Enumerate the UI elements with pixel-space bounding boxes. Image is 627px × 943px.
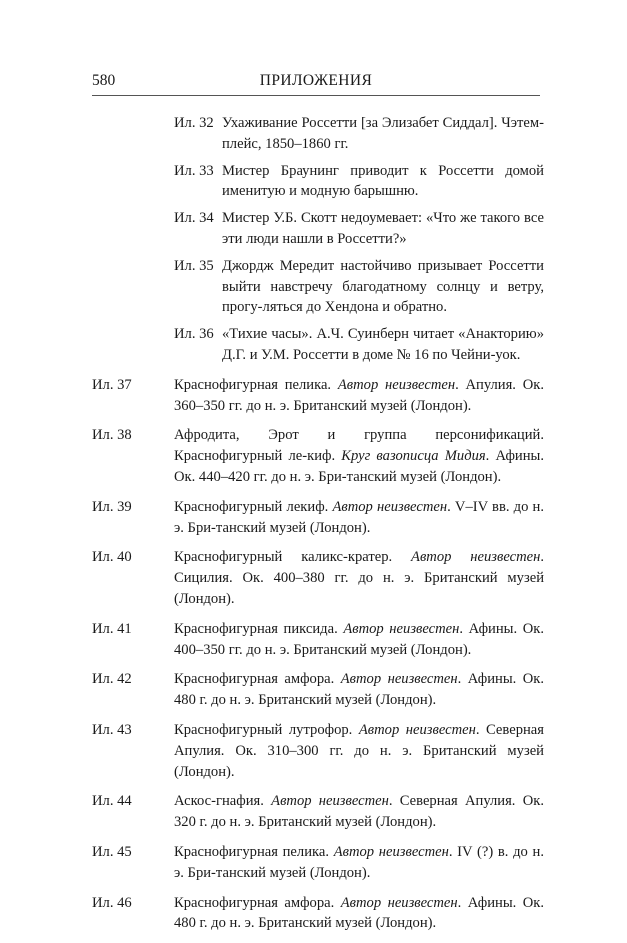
running-title: ПРИЛОЖЕНИЯ [259, 72, 373, 89]
illustration-list [92, 113, 544, 943]
author-attribution: Автор неизвестен [343, 620, 460, 637]
illustration-entry [92, 669, 544, 711]
page-number: 580 [92, 72, 116, 89]
entry-number: Ил. 39 [92, 498, 132, 515]
entry-text: Мистер У.Б. Скотт недоумевает: «Что же такого все эти люди нашли в Россетти?» [222, 210, 544, 247]
author-attribution: Автор неизвестен [411, 549, 541, 566]
sub-entry [174, 113, 544, 155]
entry-text: Краснофигурная пелика. Автор неизвестен. Апулия. Ок. 360–350 гг. до н. э. Британский музей (Лондон). [174, 376, 544, 414]
entry-text: Ухаживание Россетти [за Элизабет Сиддал]. Чэтем-плейс, 1850–1860 гг. [222, 115, 544, 152]
entry-number: Ил. 32 [174, 115, 214, 131]
entry-number: Ил. 43 [92, 721, 132, 738]
entry-number: Ил. 46 [92, 894, 132, 911]
entry-text: Краснофигурный лекиф. Автор неизвестен. V–IV вв. до н. э. Бри-танский музей (Лондон). [174, 498, 544, 536]
header-rule [92, 95, 540, 96]
entry-number: Ил. 36 [174, 326, 214, 343]
author-attribution: Автор неизвестен [333, 843, 449, 860]
entry-number: Ил. 41 [92, 620, 132, 637]
entry-text: «Тихие часы». А.Ч. Суинберн читает «Анакторию» Д.Г. и У.М. Россетти в доме № 16 по Чейни-уок. [222, 326, 544, 363]
entry-text: Мистер Браунинг приводит к Россетти домой именитую и модную барышню. [222, 162, 544, 200]
illustration-entry [92, 375, 544, 417]
entry-number: Ил. 34 [174, 210, 214, 227]
author-attribution: Круг вазописца Мидия [341, 448, 486, 465]
entry-number: Ил. 35 [174, 257, 214, 274]
entry-text: Джордж Мередит настойчиво призывает Россетти выйти навстречу благодатному солнцу и ветру, прогу-ляться до Хендона и обратно. [222, 257, 544, 316]
entry-text: Краснофигурный каликс-кратер. Автор неизвестен. Сицилия. Ок. 400–380 гг. до н. э. Британский музей (Лондон). [174, 549, 544, 607]
illustration-entry [92, 842, 544, 884]
entry-text: Краснофигурная пелика. Автор неизвестен. IV (?) в. до н. э. Бри-танский музей (Лондон). [174, 843, 544, 881]
entry-text: Краснофигурная пиксида. Автор неизвестен. Афины. Ок. 400–350 гг. до н. э. Британский музей (Лондон). [174, 620, 545, 658]
entry-number: Ил. 37 [92, 376, 132, 393]
entry-number: Ил. 40 [92, 549, 132, 566]
page-header [92, 71, 540, 91]
entry-number: Ил. 33 [174, 162, 214, 179]
illustration-entry [92, 791, 544, 833]
sub-entry [174, 161, 544, 203]
illustration-entry [92, 619, 544, 661]
illustration-entry [92, 893, 544, 935]
entry-text: Краснофигурная амфора. Автор неизвестен. Афины. Ок. 480 г. до н. э. Британский музей (Лондон). [174, 671, 545, 709]
author-attribution: Автор неизвестен [332, 498, 448, 515]
illustration-entry [92, 547, 544, 609]
illustration-entry [92, 720, 544, 782]
sub-entry [174, 208, 544, 250]
entry-number: Ил. 42 [92, 671, 132, 688]
entry-text: Краснофигурная амфора. Автор неизвестен. Афины. Ок. 480 г. до н. э. Британский музей (Лондон). [174, 894, 545, 932]
entry-number: Ил. 45 [92, 843, 132, 860]
author-attribution: Автор неизвестен [337, 376, 456, 393]
author-attribution: Автор неизвестен [340, 671, 458, 688]
author-attribution: Автор неизвестен [271, 793, 389, 810]
illustration-entry [92, 425, 544, 487]
entry-text: Аскос-гнафия. Автор неизвестен. Северная Апулия. Ок. 320 г. до н. э. Британский музей (Лондон). [174, 793, 544, 831]
illustration-entry [92, 497, 544, 539]
entry-number: Ил. 38 [92, 427, 132, 444]
sub-entry [174, 324, 544, 366]
sub-entry [174, 256, 544, 318]
author-attribution: Автор неизвестен [340, 894, 458, 911]
entry-text: Афродита, Эрот и группа персонификаций. Краснофигурный ле-киф. Круг вазописца Мидия. Афины. Ок. 440–420 гг. до н. э. Бри-танский музей (Лондон). [174, 427, 544, 485]
author-attribution: Автор неизвестен [358, 721, 476, 738]
entry-text: Краснофигурный лутрофор. Автор неизвестен. Северная Апулия. Ок. 310–300 гг. до н. э. Британский музей (Лондон). [174, 721, 544, 780]
entry-number: Ил. 44 [92, 793, 132, 810]
